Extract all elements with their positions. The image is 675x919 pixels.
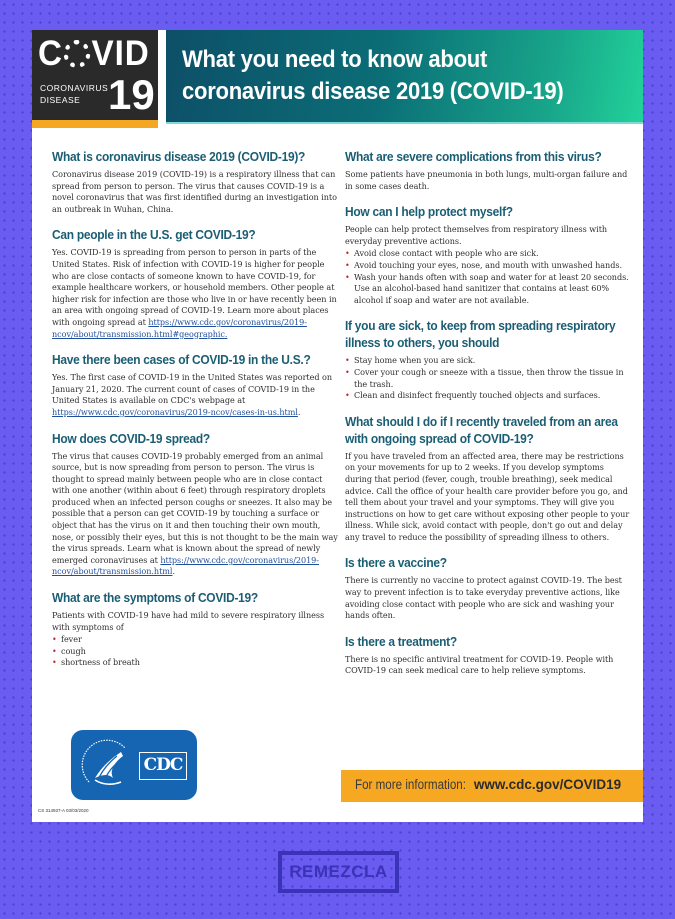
logo-letters-vid: VID [91,34,150,73]
logo-line1: CORONAVIRUS [40,83,109,93]
section-heading: What are severe complications from this virus? [345,149,602,164]
section-heading: What is coronavirus disease 2019 (COVID-19)? [52,149,306,164]
section-body: Some patients have pneumonia in both lungs, multi-organ failure and in some cases death. [345,169,628,191]
section-vaccine [345,554,630,621]
body-text: Yes. The first case of COVID-19 in the United States was reported on January 21, 2020. The current count of cases of COVID-19 in the United States is available on CDC's webpage at [52,372,332,406]
if-sick-list [345,355,630,401]
section-body: There is no specific antiviral treatment for COVID-19. People with COVID-19 can seek medical care to help relieve symptoms. [345,653,614,676]
logo-subtitle [40,82,108,106]
section-body [52,372,342,418]
list-item: • Clean and disinfect frequently touched objects and surfaces. [345,390,630,402]
logo-letter-c: C [38,34,63,73]
hhs-eagle-icon [79,738,137,794]
left-column [52,148,342,680]
section-body: Coronavirus disease 2019 (COVID-19) is a respiratory illness that can spread from person to person. The virus that causes COVID-19 is a novel coronavirus that was first identified during an investigation into an outbreak in Wuhan, China. [52,169,337,214]
section-what-is [52,148,342,215]
body-text: The virus that causes COVID-19 probably emerged from an animal source, but is now spreading from person to person. The virus is thought to spread mainly between people who are in close contact with one another (within about 6 feet) through respiratory droplets produced when an infected person coughs or sneezes. It also may be possible that a person can get COVID-19 by touching a surface or object that has the virus on it and then touching their own mouth, nose, or possibly their eyes, but this is not thought to be the main way the virus spreads. Learn what is known about the spread of newly emerged coronaviruses at [52,450,338,565]
body-text: Yes. COVID-19 is spreading from person to person in parts of the United States. Risk of infection with COVID-19 is higher for people who are close contacts of someone known to have COVID-19, for example healthcare workers, or household members. Other people at higher risk for infection are those who live in or have recently been in an area with ongoing spread of COVID-19. Learn more about places with ongoing spread at [52,247,337,327]
section-heading: If you are sick, to keep from spreading respiratory illness to others, you should [345,318,616,351]
right-column [345,148,630,688]
virus-icon [64,40,91,68]
more-info-label: For more information: [355,777,466,792]
list-item: • Cover your cough or sneeze with a tissue, then throw the tissue in the trash. [345,367,630,390]
more-info-link[interactable]: www.cdc.gov/COVID19 [473,777,622,792]
body-tail: . [297,406,301,417]
more-info-banner [341,770,643,802]
section-complications [345,148,630,192]
section-us-spread [52,226,342,340]
list-item: • shortness of breath [52,657,342,669]
section-heading: How does COVID-19 spread? [52,430,210,446]
logo-accent-bar [32,120,158,128]
logo-number: 19 [108,71,155,118]
list-item: • Stay home when you are sick. [345,355,630,367]
body-tail: . [172,566,175,577]
cases-link[interactable]: https://www.cdc.gov/coronavirus/2019-ncov/cases-in-us.html [52,406,298,417]
section-body: Patients with COVID-19 have had mild to severe respiratory illness with symptoms of [52,610,325,632]
transmission-link[interactable]: https://www.cdc.gov/coronavirus/2019-ncov/about/transmission.html [52,554,319,577]
remezcla-watermark: REMEZCLA [278,851,399,893]
section-body: People can help protect themselves from respiratory illness with everyday preventive actions. [345,224,608,246]
list-item: • Wash your hands often with soap and water for at least 20 seconds. Use an alcohol-based hand sanitizer that contains at least 60% alcohol if soap and water are not available. [345,272,630,307]
section-how-spread [52,430,342,579]
protect-list [345,248,630,306]
list-item: • fever [52,634,342,646]
logo-line2: DISEASE [40,95,81,105]
section-us-cases [52,351,342,418]
section-travel [345,413,630,544]
title-line2: coronavirus disease 2019 (COVID-19) [182,78,564,105]
section-if-sick [345,317,630,401]
symptom-list [52,634,342,669]
section-heading: Is there a vaccine? [345,555,447,571]
list-item: • cough [52,646,342,658]
section-heading: What are the symptoms of COVID-19? [52,590,258,606]
covid19-logo [32,30,158,120]
section-treatment [345,633,630,677]
section-symptoms [52,589,342,669]
section-body [52,247,342,340]
document-code: CS 314937-A 03/03/2020 [38,808,89,813]
logo-wordmark [38,32,150,76]
hhs-cdc-logo [71,730,197,800]
section-protect [345,203,630,306]
section-body: There is currently no vaccine to protect against COVID-19. The best way to prevent infection is to take everyday preventive actions, like avoiding close contact with people who are sick and washing your hands often. [345,575,622,621]
section-heading: How can I help protect myself? [345,204,513,220]
section-body: If you have traveled from an affected area, there may be restrictions on your movements for up to 2 weeks. If you develop symptoms during that period (fever, cough, trouble breathing), seek medical advice. Call the office of your health care provider before you go, and tell them about your travel and your symptoms. They will give you instructions on how to get care without exposing other people to your illness. While sick, avoid contact with people, don't go out and delay any travel to reduce the possibility of spreading illness to others. [345,450,630,542]
section-heading: What should I do if I recently traveled from an area with ongoing spread of COVID-19? [345,413,618,446]
page-title [182,44,587,108]
list-item: • Avoid close contact with people who are sick. [345,248,630,260]
geographic-link[interactable]: https://www.cdc.gov/coronavirus/2019-ncov/about/transmission.html#geographic. [52,316,307,339]
section-heading: Can people in the U.S. get COVID-19? [52,227,256,243]
fact-sheet [32,30,643,822]
list-item: • Avoid touching your eyes, nose, and mouth with unwashed hands. [345,260,630,272]
header-banner [166,30,643,124]
cdc-wordmark: CDC [139,752,187,780]
section-body [52,451,342,579]
section-heading: Is there a treatment? [345,633,457,649]
section-heading: Have there been cases of COVID-19 in the U.S.? [52,352,311,368]
title-line1: What you need to know about [182,46,488,73]
